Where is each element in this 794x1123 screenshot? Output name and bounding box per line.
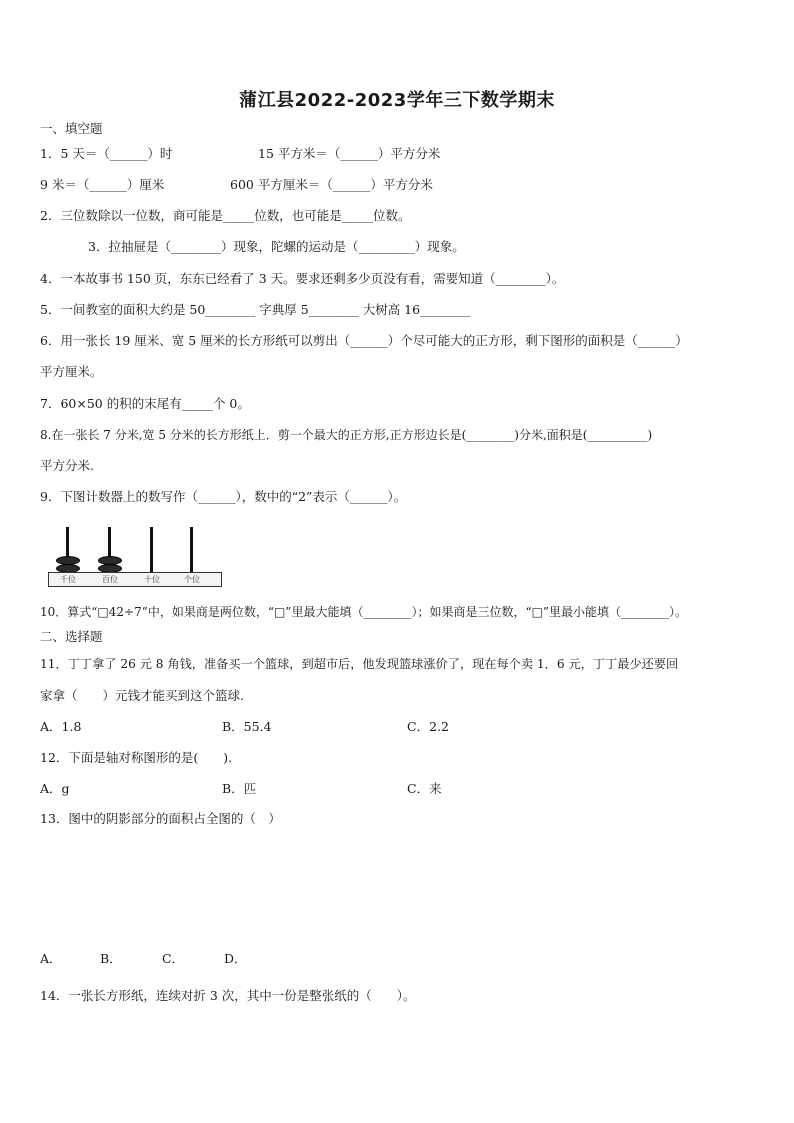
question-2: 2．三位数除以一位数，商可能是_____位数，也可能是_____位数。: [40, 208, 411, 223]
question-6-cont: 平方厘米。: [40, 364, 103, 379]
question-11-option-c: C．2.2: [407, 719, 449, 734]
question-12-option-b: B．匹: [222, 781, 257, 796]
question-12-option-c: C．来: [407, 781, 442, 796]
section-heading-choice: 二、选择题: [40, 629, 103, 644]
question-8-cont: 平方分米.: [40, 458, 94, 473]
question-1c: 9 米＝（______）厘米: [40, 177, 165, 192]
question-1a: 1．5 天＝（______）时: [40, 146, 173, 161]
question-7: 7．60×50 的积的末尾有_____个 0。: [40, 396, 250, 411]
abacus-figure: [48, 527, 222, 587]
question-13-option-b: B．: [100, 951, 122, 966]
question-9: 9．下图计数器上的数写作（______），数中的“2”表示（______）。: [40, 489, 407, 504]
question-1d: 600 平方厘米＝（______）平方分米: [230, 177, 433, 192]
question-4: 4．一本故事书 150 页，东东已经看了 3 天。要求还剩多少页没有看，需要知道（________）。: [40, 271, 565, 286]
question-13-option-d: D．: [224, 951, 247, 966]
question-11: 11．丁丁拿了 26 元 8 角钱，准备买一个篮球，到超市后，他发现篮球涨价了，现在每个卖 1．6 元，丁丁最少还要回: [40, 657, 679, 671]
question-11-option-a: A．1.8: [40, 719, 82, 734]
question-11-cont: 家拿（ ）元钱才能买到这个篮球.: [40, 688, 244, 703]
question-10: 10．算式“□42÷7”中，如果商是两位数，“□”里最大能填（________）；如果商是三位数，“□”里最小能填（________）。: [40, 605, 688, 619]
question-13: 13．图中的阴影部分的面积占全图的（ ）: [40, 811, 281, 826]
abacus-label-tens: 十位: [144, 575, 160, 584]
question-3: 3．拉抽屉是（________）现象，陀螺的运动是（_________）现象。: [88, 239, 465, 254]
question-5: 5．一间教室的面积大约是 50________ 字典厚 5________ 大树高 16________: [40, 302, 471, 317]
abacus-rod-ones: [190, 527, 193, 573]
section-heading-fill: 一、填空题: [40, 121, 103, 136]
question-1b: 15 平方米＝（______）平方分米: [258, 146, 441, 161]
abacus-label-ones: 个位: [184, 575, 200, 584]
page-title: 蒲江县2022-2023学年三下数学期末: [239, 90, 555, 111]
question-6: 6．用一张长 19 厘米、宽 5 厘米的长方形纸可以剪出（______）个尽可能大的正方形，剩下图形的面积是（______）: [40, 333, 688, 348]
abacus-label-thousands: 千位: [60, 575, 76, 584]
abacus-rod-tens: [150, 527, 153, 573]
question-12: 12．下面是轴对称图形的是( ).: [40, 750, 233, 765]
question-12-option-a: A．g: [40, 781, 70, 796]
question-13-option-a: A．: [40, 951, 62, 966]
question-11-option-b: B．55.4: [222, 719, 272, 734]
question-14: 14．一张长方形纸，连续对折 3 次，其中一份是整张纸的（ ）。: [40, 988, 416, 1003]
abacus-label-hundreds: 百位: [102, 575, 118, 584]
question-8: 8.在一张长 7 分米,宽 5 分米的长方形纸上．剪一个最大的正方形,正方形边长是(________)分米,面积是(__________): [40, 428, 653, 442]
question-13-option-c: C．: [162, 951, 185, 966]
